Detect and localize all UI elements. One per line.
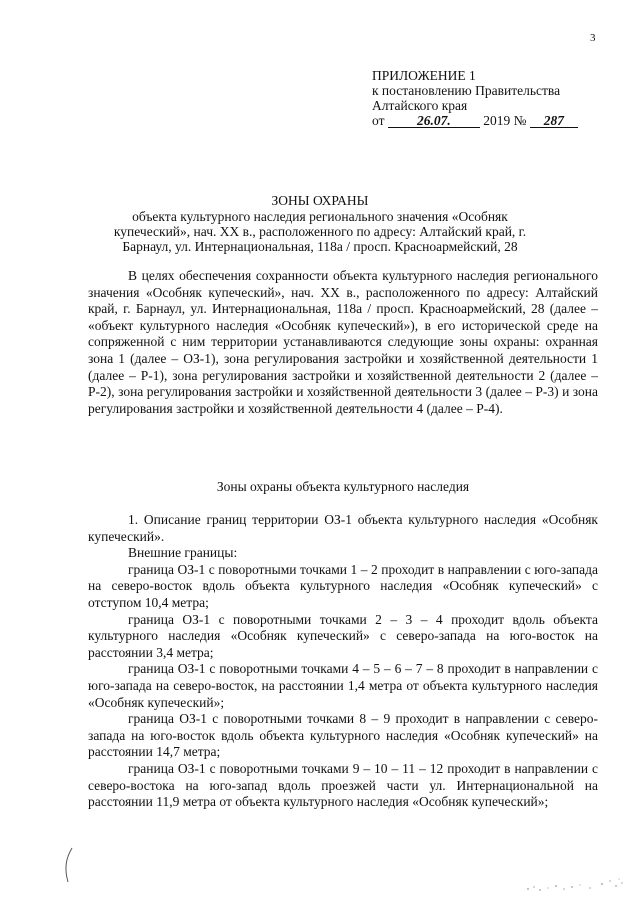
decree-date: 26.07. <box>388 114 480 128</box>
boundary-paragraph-1: граница ОЗ-1 с поворотными точками 1 – 2 проходит в направлении с юго-запада на северо-восток вдоль объекта культурного наследия «Особняк купеческий» с отступом 10,4 метра; <box>88 561 598 610</box>
heading-title: ЗОНЫ ОХРАНЫ <box>271 193 369 208</box>
scan-specks <box>520 875 630 900</box>
year-label: 2019 № <box>483 113 527 128</box>
boundary-paragraph-4: граница ОЗ-1 с поворотными точками 8 – 9 проходит в направлении с северо-запада на юго-восток вдоль объекта культурного наследия «Особняк купеческий» на расстоянии 14,7 метра; <box>88 711 598 760</box>
section-title: Зоны охраны объекта культурного наследия <box>216 479 470 494</box>
page-number: 3 <box>590 32 596 44</box>
appendix-date-line <box>372 113 578 128</box>
boundary-paragraph-2: граница ОЗ-1 с поворотными точками 2 – 3 – 4 проходит вдоль объекта культурного наследия «Особняк купеческий» с северо-запада на юго-восток на расстоянии 3,4 метра; <box>88 611 598 660</box>
item-1-paragraph: 1. Описание границ территории ОЗ-1 объекта культурного наследия «Особняк купеческий». <box>88 512 598 544</box>
boundary-paragraph-5: граница ОЗ-1 с поворотными точками 9 – 10 – 11 – 12 проходит в направлении с северо-востока на юго-запад вдоль проезжей части ул. Интернациональной на расстоянии 11,9 метра от объекта культурного наследия «Особняк купеческий»; <box>88 760 598 810</box>
external-bounds-label: Внешние границы: <box>128 545 238 561</box>
appendix-block <box>372 68 578 128</box>
intro-section <box>88 268 598 417</box>
margin-mark <box>58 846 78 886</box>
appendix-line-3: Алтайского края <box>372 98 468 113</box>
boundaries-section <box>88 512 598 811</box>
heading-subtitle: объекта культурного наследия регионального значения «Особняк купеческий», нач. XX в., расположенного по адресу: Алтайский край, г. Барнаул, ул. Интернациональная, 118а / просп. Красноармейский, 28 <box>113 209 527 254</box>
decree-number: 287 <box>530 114 578 128</box>
from-label: от <box>372 113 385 128</box>
appendix-title: ПРИЛОЖЕНИЕ 1 <box>372 68 476 83</box>
document-heading <box>100 193 540 254</box>
boundary-paragraph-3: граница ОЗ-1 с поворотными точками 4 – 5 – 6 – 7 – 8 проходит в направлении с юго-запада на северо-восток, на расстоянии 1,4 метра от объекта культурного наследия «Особняк купеческий»; <box>88 661 598 710</box>
appendix-line-2: к постановлению Правительства <box>372 83 561 98</box>
intro-paragraph: В целях обеспечения сохранности объекта культурного наследия регионального значения «Особняк купеческий», нач. XX в., расположенного по адресу: Алтайский край, г. Барнаул, ул. Интернациональная, 118а / просп. Красноармейский, 28 (далее – «объект культурного наследия «Особняк купеческий»), в его исторической среде на сопряженной с ним территории устанавливаются следующие зоны охраны: охранная зона 1 (далее – ОЗ-1), зона регулирования застройки и хозяйственной деятельности 1 (далее – Р-1), зона регулирования застройки и хозяйственной деятельности 2 (далее – Р-2), зона регулирования застройки и хозяйственной деятельности 3 (далее – Р-3) и зона регулирования застройки и хозяйственной деятельности 4 (далее – Р-4). <box>88 268 598 416</box>
